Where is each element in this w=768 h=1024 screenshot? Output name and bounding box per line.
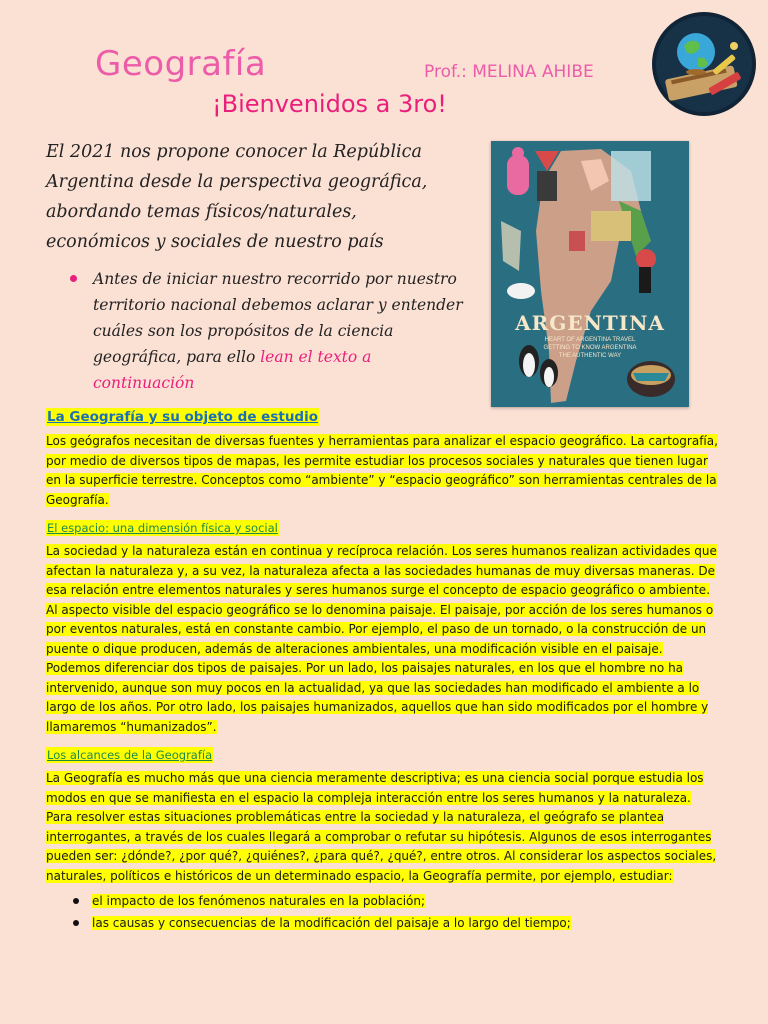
section1-paragraph [46,432,718,510]
section2-heading: El espacio: una dimensión física y social [47,521,278,535]
book-subtitle-3: THE AUTHENTIC WAY [558,353,622,359]
intro-bullet-link: lean el texto a continuación [93,348,372,392]
list-item-text: las causas y consecuencias de la modificación del paisaje a lo largo del tiempo; [92,916,571,930]
study-list [46,890,718,934]
section1-heading: La Geografía y su objeto de estudio [47,409,319,425]
section3-text: La Geografía es mucho más que una ciencia meramente descriptiva; es una ciencia social porque estudia los modos en que se manifiesta en el espacio la compleja interacción entre los seres humanos y la naturaleza. Para resolver estas situaciones problemáticas entre la sociedad y la naturaleza, el geógrafo se plantea interrogantes, a través de los cuales llegará a comprobar o refutar su hipótesis. Algunos de esos interrogantes pueden ser: ¿dónde?, ¿por qué?, ¿quiénes?, ¿para qué?, ¿qué?, entre otros. Al considerar los aspectos sociales, naturales, políticos e históricos de un determinado espacio, la Geografía permite, por ejemplo, estudiar: [46,771,717,883]
list-item-text: el impacto de los fenómenos naturales en la población; [92,894,426,908]
welcome-heading: ¡Bienvenidos a 3ro! [212,90,447,118]
section2-paragraph [46,542,718,737]
intro-bullet-text [93,266,470,396]
globe-icon [652,12,756,116]
intro-text: El 2021 nos propone conocer la República Argentina desde la perspectiva geográfica, abordando temas físicos/naturales, económicos y sociales de nuestro país [46,142,428,252]
bullet-dot-icon [70,275,77,282]
book-subtitle-2: GETTING TO KNOW ARGENTINA [543,345,637,351]
page-title: Geografía [95,44,267,84]
section1-text: Los geógrafos necesitan de diversas fuentes y herramientas para analizar el espacio geográfico. La cartografía, por medio de diversos tipos de mapas, les permite estudiar los procesos sociales y naturales que tienen lugar en la superficie terrestre. Conceptos como “ambiente” y “espacio geográfico” son herramientas centrales de la Geografía. [46,434,718,507]
section3-heading: Los alcances de la Geografía [47,748,213,762]
book-subtitle [491,336,689,360]
intro-bullet [70,266,470,396]
book-title: ARGENTINA [515,311,665,335]
book-cover-illustration [491,141,689,407]
list-item [46,912,718,934]
argentina-map-icon [491,141,689,407]
teacher-name: Prof.: MELINA AHIBE [424,62,594,82]
main-content [46,408,718,934]
list-item [46,890,718,912]
book-subtitle-1: HEART OF ARGENTINA TRAVEL [544,337,636,343]
section3-paragraph [46,769,718,886]
globe-illustration [652,12,756,116]
intro-bullet-body: Antes de iniciar nuestro recorrido por nuestro territorio nacional debemos aclarar y entender cuáles son los propósitos de la ciencia geográfica, para ello [93,270,463,366]
section2-text: La sociedad y la naturaleza están en continua y recíproca relación. Los seres humanos realizan actividades que afectan la naturaleza y, a su vez, la naturaleza afecta a las sociedades humanas de muy diversas maneras. De esa relación entre elementos naturales y seres humanos surge el concepto de espacio geográfico o ambiente. Al aspecto visible del espacio geográfico se lo denomina paisaje. El paisaje, por acción de los seres humanos o por eventos naturales, está en constante cambio. Por ejemplo, el paso de un tornado, o la construcción de un puente o dique producen, además de alteraciones ambientales, una modificación visible en el paisaje. Podemos diferenciar dos tipos de paisajes. Por un lado, los paisajes naturales, en los que el hombre no ha intervenido, aunque son muy pocos en la actualidad, ya que las sociedades han modificado el ambiente a lo largo de los años. Por otro lado, los paisajes humanizados, aquellos que han sido modificados por el hombre y llamaremos “humanizados”. [46,544,717,734]
